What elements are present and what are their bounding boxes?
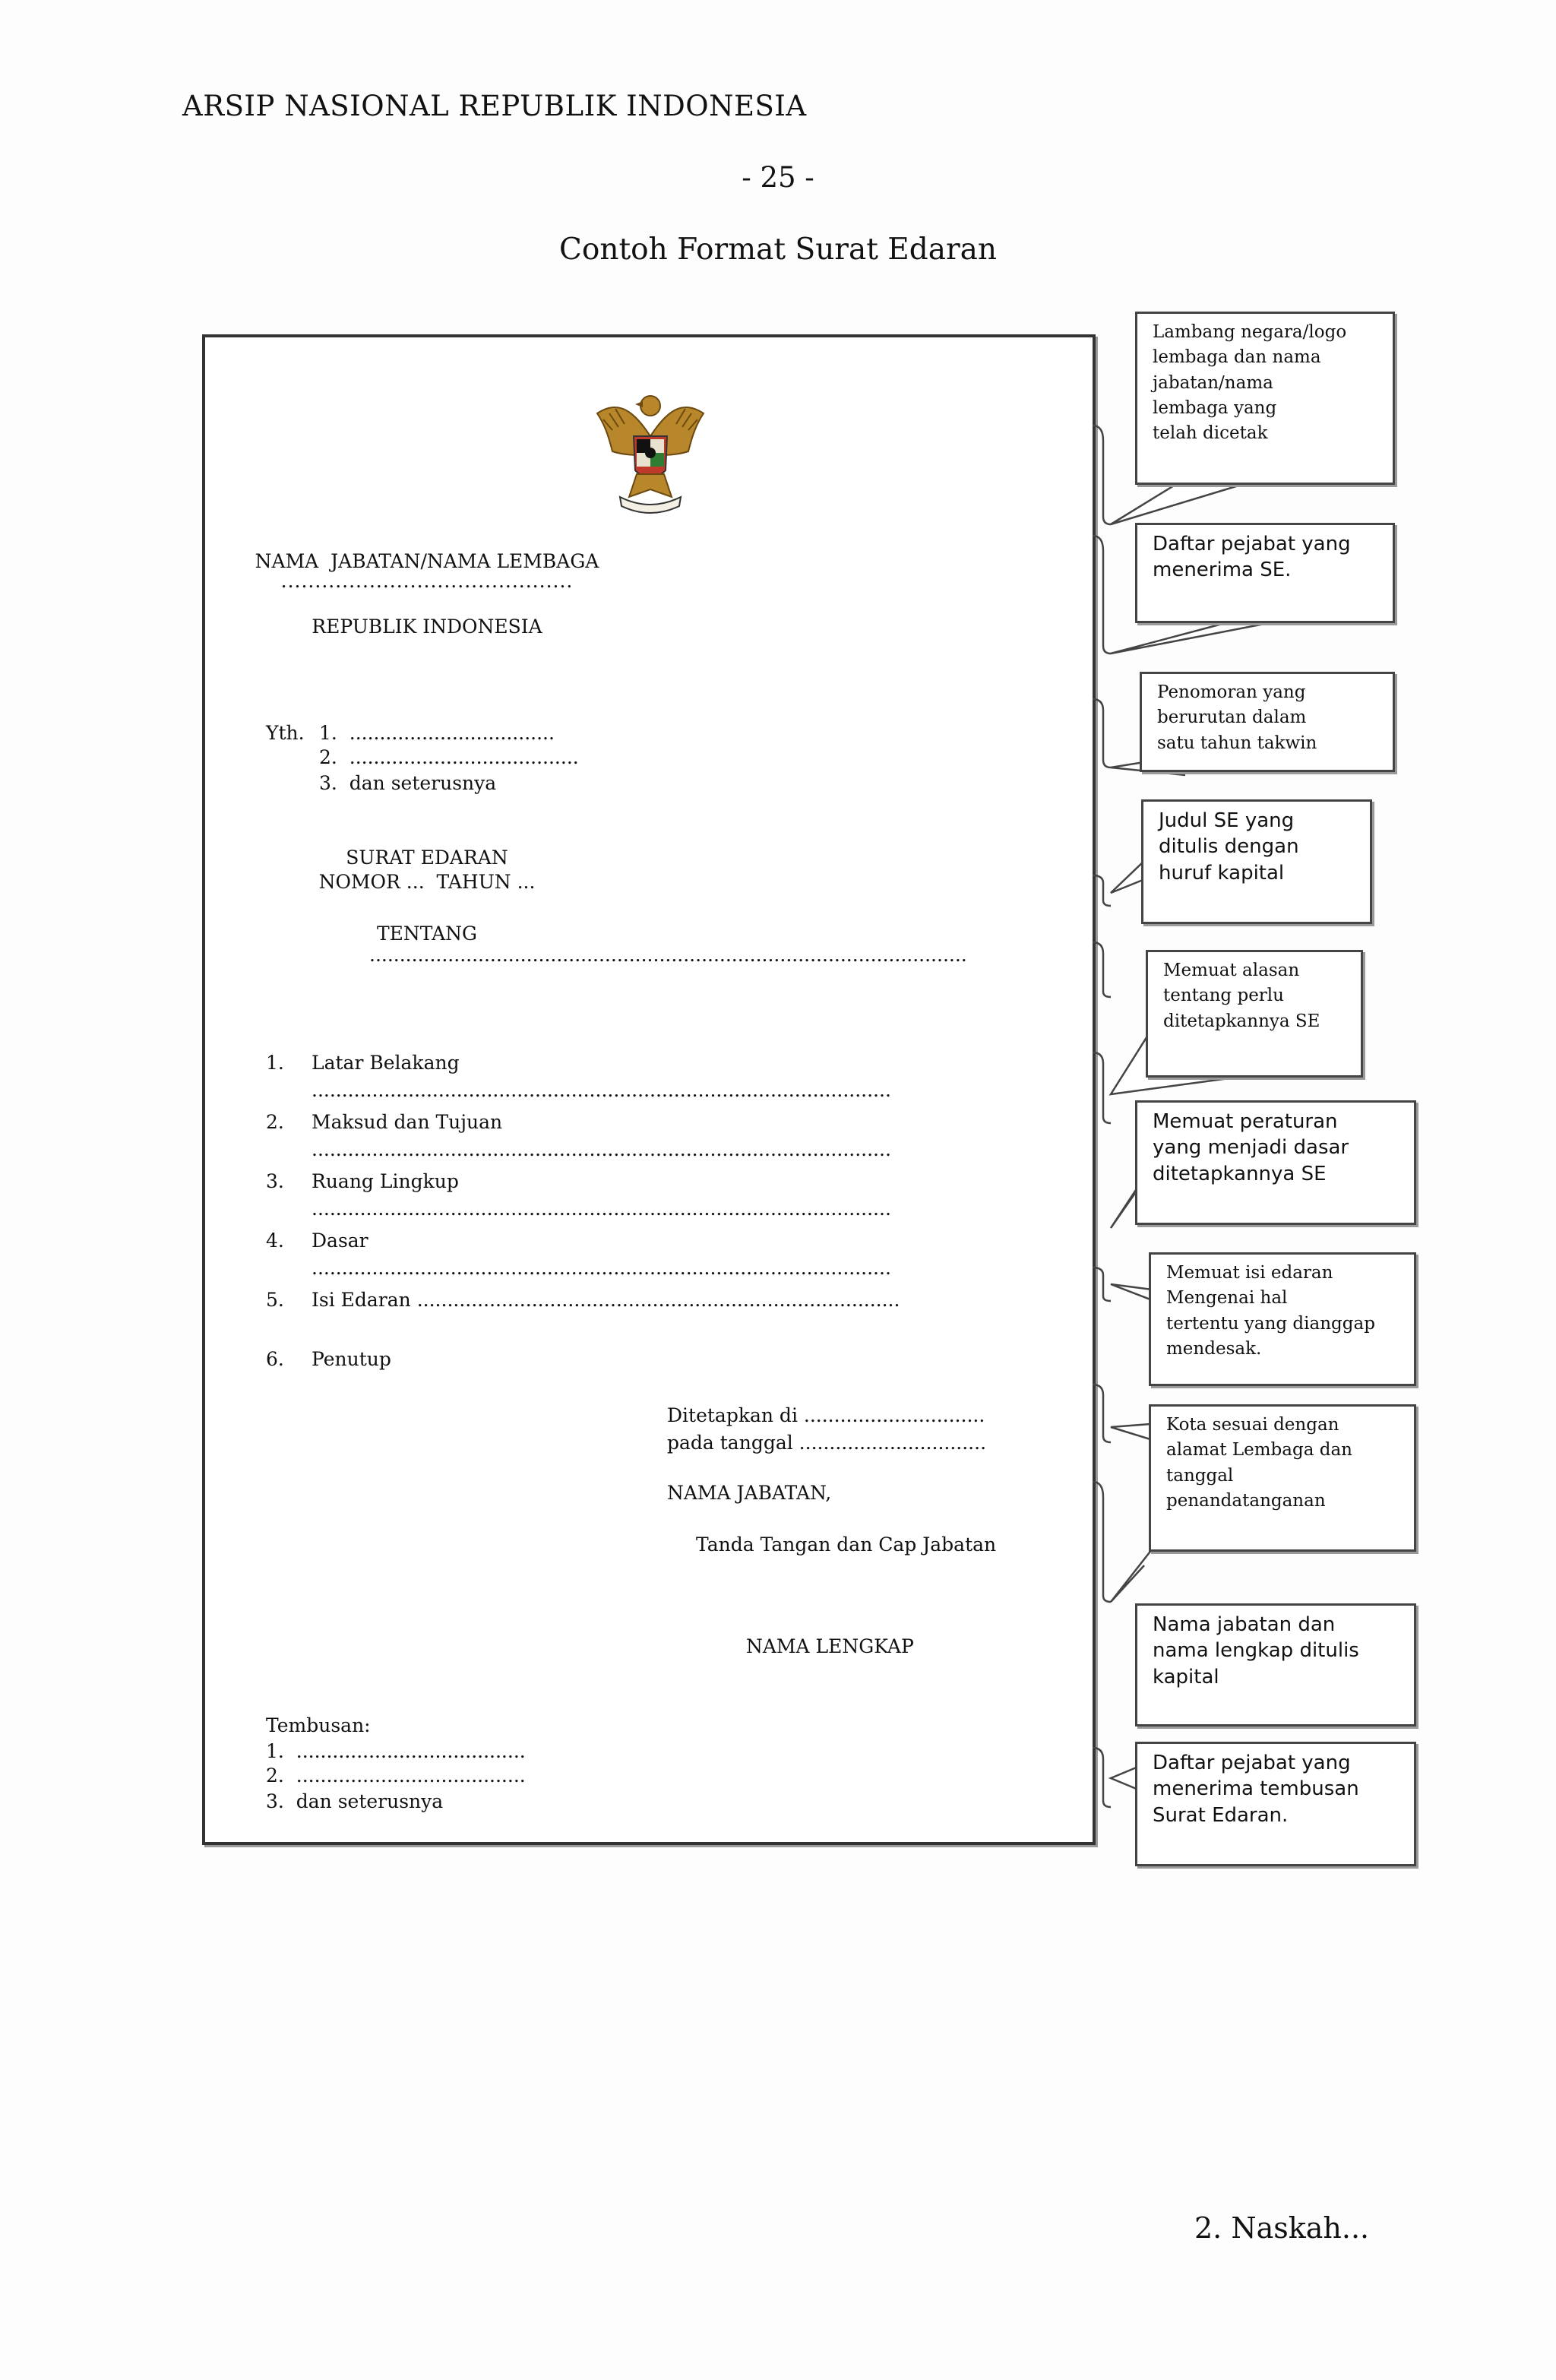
callout-alasan	[1146, 950, 1363, 1078]
item-1-dots: ................................................................................................	[312, 1079, 891, 1101]
callout-line: satu tahun takwin	[1157, 733, 1317, 753]
tembusan-item-1: 1. ......................................	[266, 1740, 526, 1762]
yth-label: Yth.	[266, 722, 305, 744]
item-4-num: 4.	[266, 1230, 284, 1252]
callout-line: menerima tembusan	[1153, 1777, 1359, 1801]
callout-line: menerima SE.	[1153, 559, 1292, 582]
callout-line: jabatan/nama	[1153, 372, 1273, 393]
callout-line: tentang perlu	[1163, 986, 1284, 1006]
institution-header: ARSIP NASIONAL REPUBLIK INDONESIA	[182, 90, 807, 122]
page-number: - 25 -	[742, 161, 814, 194]
dots-line: ...........................................	[280, 570, 574, 592]
nama-jabatan: NAMA JABATAN,	[667, 1482, 832, 1504]
callout-line: ditulis dengan	[1159, 835, 1299, 859]
callout-line: Penomoran yang	[1157, 682, 1306, 702]
callout-isi-edaran	[1149, 1252, 1416, 1386]
tembusan-label: Tembusan:	[266, 1714, 371, 1736]
item-3-num: 3.	[266, 1170, 284, 1192]
se-nomor: NOMOR ... TAHUN ...	[318, 871, 536, 893]
item-6-num: 6.	[266, 1348, 284, 1370]
callout-line: Memuat peraturan	[1153, 1110, 1338, 1133]
item-5-label: Isi Edaran ................................................................................	[312, 1289, 900, 1311]
callout-line: Kota sesuai dengan	[1166, 1415, 1339, 1435]
next-page-reference: 2. Naskah...	[1194, 2211, 1370, 2245]
item-2-num: 2.	[266, 1111, 284, 1133]
callout-judul	[1141, 799, 1372, 924]
callout-lambang	[1135, 312, 1395, 485]
callout-line: nama lengkap ditulis	[1153, 1639, 1359, 1663]
tembusan-item-2: 2. ......................................	[266, 1764, 526, 1787]
callout-line: Surat Edaran.	[1153, 1803, 1289, 1827]
callout-line: penandatanganan	[1166, 1491, 1326, 1511]
yth-item-3: 3. dan seterusnya	[319, 772, 497, 794]
callout-line: Judul SE yang	[1159, 809, 1295, 832]
item-1-label: Latar Belakang	[312, 1052, 460, 1074]
item-2-dots: ................................................................................................	[312, 1138, 891, 1160]
callout-yth	[1135, 523, 1395, 623]
callout-line: Daftar pejabat yang	[1153, 1752, 1351, 1774]
callout-line: lembaga dan nama	[1153, 347, 1321, 368]
callout-penomoran	[1140, 672, 1395, 772]
callout-line: ditetapkannya SE	[1163, 1011, 1320, 1031]
callout-line: Nama jabatan dan	[1153, 1613, 1336, 1636]
item-1-num: 1.	[266, 1052, 284, 1074]
jabatan-lembaga: NAMA JABATAN/NAMA LEMBAGA	[255, 550, 599, 572]
callout-line: Daftar pejabat yang	[1153, 533, 1351, 555]
callout-line: alamat Lembaga dan	[1166, 1440, 1352, 1461]
item-3-dots: ................................................................................................	[312, 1198, 891, 1220]
yth-item-1: 1. ..................................	[319, 722, 555, 744]
item-2-label: Maksud dan Tujuan	[312, 1111, 503, 1133]
callout-line: Lambang negara/logo	[1153, 322, 1347, 342]
callout-line: mendesak.	[1166, 1339, 1262, 1359]
republik-indonesia: REPUBLIK INDONESIA	[312, 616, 542, 638]
ditetapkan-di: Ditetapkan di ..............................	[667, 1404, 985, 1426]
callout-line: telah dicetak	[1153, 423, 1268, 444]
callout-line: huruf kapital	[1159, 861, 1285, 885]
callout-line: tanggal	[1166, 1465, 1234, 1486]
page-title: Contoh Format Surat Edaran	[559, 233, 997, 267]
callout-line: ditetapkannya SE	[1153, 1162, 1327, 1185]
item-4-label: Dasar	[312, 1230, 368, 1252]
callout-tembusan	[1135, 1742, 1416, 1866]
item-6-label: Penutup	[312, 1348, 391, 1370]
tentang-dots: ...................................................................................................	[369, 944, 967, 966]
callout-kota-tanggal	[1149, 1404, 1416, 1552]
se-title: SURAT EDARAN	[346, 847, 508, 869]
pada-tanggal: pada tanggal ...............................	[667, 1432, 987, 1454]
item-3-label: Ruang Lingkup	[312, 1170, 459, 1192]
callout-line: Memuat isi edaran	[1166, 1263, 1333, 1283]
yth-item-2: 2. ......................................	[319, 746, 579, 768]
item-5-num: 5.	[266, 1289, 284, 1311]
callout-line: Mengenai hal	[1166, 1288, 1288, 1309]
callout-dasar	[1135, 1100, 1416, 1225]
tembusan-item-3: 3. dan seterusnya	[266, 1790, 444, 1812]
tanda-tangan: Tanda Tangan dan Cap Jabatan	[696, 1533, 997, 1556]
callout-line: yang menjadi dasar	[1153, 1136, 1349, 1160]
nama-lengkap: NAMA LENGKAP	[746, 1635, 914, 1657]
callout-line: tertentu yang dianggap	[1166, 1313, 1375, 1334]
se-tentang: TENTANG	[376, 923, 477, 945]
callout-line: berurutan dalam	[1157, 707, 1307, 728]
callout-line: lembaga yang	[1153, 398, 1277, 419]
item-4-dots: ................................................................................................	[312, 1257, 891, 1279]
callout-line: kapital	[1153, 1665, 1219, 1688]
callout-line: Memuat alasan	[1163, 961, 1300, 980]
callout-nama-jabatan	[1135, 1603, 1416, 1726]
